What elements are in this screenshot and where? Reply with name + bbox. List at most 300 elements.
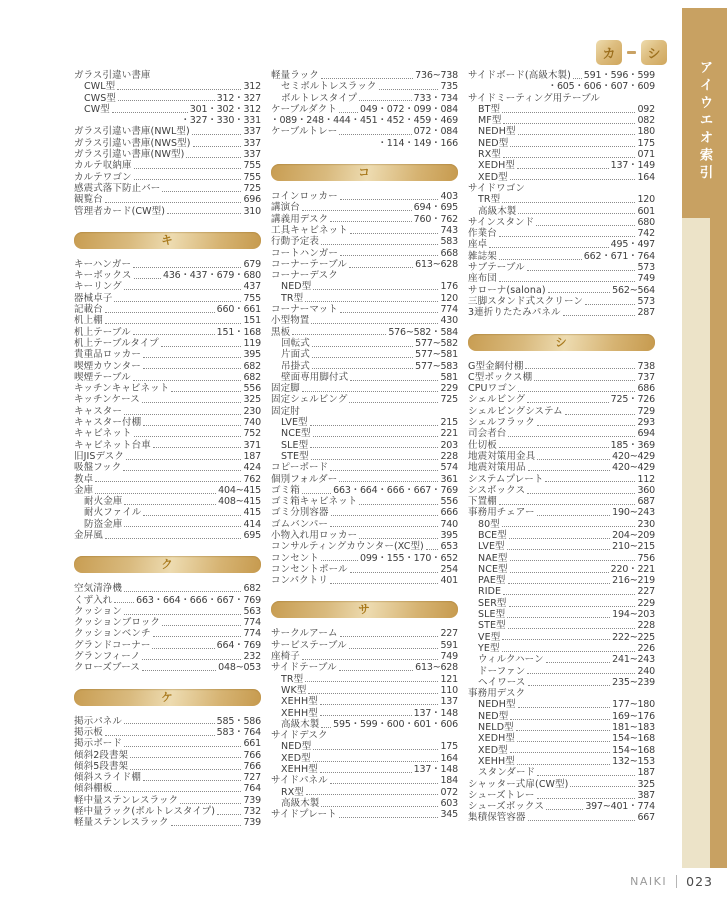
entry-pages: 581 [440,371,458,383]
index-entry [468,474,655,485]
index-entry [74,817,261,828]
dot-leader [534,380,635,381]
dot-leader [105,735,215,736]
dot-leader [510,146,635,147]
entry-pages: 120 [637,194,655,206]
entry-pages: 430 [440,315,458,327]
entry-pages: 229 [637,597,655,609]
index-entry [271,787,458,798]
dot-leader [321,560,358,561]
entry-pages: 755 [243,292,261,304]
dot-leader [359,538,438,539]
dot-leader [518,134,636,135]
dot-leader [192,134,242,135]
entry-label: キーボックス [74,270,132,282]
entry-label: シャッター式扉(CW型) [468,778,569,790]
entry-label: 軽中量ステンレスラック [74,794,179,806]
entry-pages: 663・664・666・667・769 [333,484,458,496]
index-entry [468,711,655,722]
entry-label: 傾斜2段書架 [74,749,129,761]
entry-pages: 736~738 [415,70,458,81]
entry-label: WK型 [281,684,307,696]
entry-label: 軽中量ラック(ボルトレスタイプ) [74,806,216,818]
section-label: シ [555,334,568,349]
entry-pages: 222~225 [612,631,655,643]
entry-label: 吸盤フック [74,462,122,474]
index-entry [468,115,655,126]
entry-label: くず入れ [74,594,113,606]
dot-leader [528,685,611,686]
index-entry [468,307,655,318]
dot-leader [321,806,438,807]
entry-pages: 742 [637,228,655,240]
dot-leader [105,323,242,324]
entry-pages: 226 [637,642,655,654]
entry-pages: 577~583 [415,360,458,372]
entry-label: 掲示パネル [74,715,123,727]
entry-pages: 682 [243,360,261,372]
index-entry [74,428,261,439]
index-entry [468,779,655,790]
dot-leader [331,515,439,516]
index-entry-continuation [271,138,458,149]
entry-label: 傾斜スライド棚 [74,772,141,784]
entry-label: XED型 [281,752,311,764]
entry-label: 講演台 [271,202,300,214]
entry-label: 高級木製 [281,718,320,730]
entry-pages: 774 [243,628,261,640]
entry-label: 傾斜棚板 [74,783,113,795]
index-entry [271,575,458,586]
index-entry [271,315,458,326]
entry-pages: 585・586 [216,715,261,727]
index-entry-continuation [74,115,261,126]
entry-label: 座椅子 [271,651,300,663]
dot-leader [330,526,439,527]
index-entry [468,428,655,439]
index-entry [468,251,655,262]
dot-leader [379,89,439,90]
entry-pages: 733・734 [413,92,458,104]
dot-leader [311,323,438,324]
entry-label: TR型 [281,292,304,304]
entry-pages: 662・671・764 [583,250,655,262]
index-entry [74,761,261,772]
entry-pages: 228 [440,450,458,462]
entry-label: ゴミ箱キャビネット [271,496,358,508]
index-entry [271,775,458,786]
dot-leader [359,504,438,505]
entry-pages: 151・168 [216,326,261,338]
dot-leader [193,146,242,147]
index-entry [74,372,261,383]
entry-label: 座卓 [468,239,488,251]
entry-pages: 591・596・599 [583,70,655,81]
entry-label: 机上テーブル [74,326,131,338]
kana-range-end[interactable]: シ [641,40,667,65]
index-entry [74,183,261,194]
entry-label: LVE型 [478,541,505,553]
index-entry [271,383,458,394]
entry-pages: 749 [440,651,458,663]
index-column [468,70,655,829]
dot-leader [537,775,635,776]
entry-pages: 185・369 [610,439,655,451]
index-entry [74,750,261,761]
dot-leader [527,673,635,674]
dot-leader [105,538,242,539]
dot-leader [114,301,241,302]
dot-leader [517,764,610,765]
entry-label: 傾斜5段書架 [74,760,129,772]
entry-label: XED型 [478,744,508,756]
side-index-tab[interactable] [682,8,727,868]
entry-pages: 573 [637,295,655,307]
index-entry [271,394,458,405]
entry-label: グランフィーノ [74,651,141,663]
dot-leader [312,346,413,347]
dot-leader [313,289,438,290]
index-entry-continuation [468,81,655,92]
index-entry [74,406,261,417]
entry-pages: 240 [637,665,655,677]
entry-label: キャビネット台車 [74,439,151,451]
entry-pages: 229 [440,383,458,395]
dot-leader [528,470,611,471]
entry-pages: 725・726 [610,394,655,406]
entry-pages: 132~153 [612,755,655,767]
entry-label: STE型 [281,450,309,462]
index-entry [468,361,655,372]
entry-label: NED型 [281,741,312,753]
entry-label: XEHH型 [281,707,318,719]
dot-leader [124,526,241,527]
entry-label: コンサルティングカウンター(XC型) [271,541,424,553]
index-entry [271,519,458,530]
entry-pages: 725 [243,182,261,194]
dot-leader [292,334,386,335]
index-entry [271,708,458,719]
entry-pages: 737 [637,371,655,383]
dot-leader [359,100,412,101]
entry-label: RIDE [478,586,502,598]
dot-leader [350,233,439,234]
entry-pages: 181~183 [612,722,655,734]
index-entry [271,191,458,202]
index-entry [74,138,261,149]
dot-leader [112,112,188,113]
entry-pages: 184 [440,775,458,787]
entry-label: C型ボックス棚 [468,371,533,383]
entry-pages: 121 [440,673,458,685]
dot-leader [570,786,635,787]
index-entry [271,764,458,775]
index-entry [271,809,458,820]
entry-label: 集積保管容器 [468,812,526,824]
index-entry [271,361,458,372]
entry-label: ゴミ分別容器 [271,507,329,519]
index-entry-continuation [271,115,458,126]
entry-pages: 137・149 [610,160,655,172]
entry-pages: 680 [637,216,655,228]
entry-pages: 180 [637,126,655,138]
entry-pages: 312 [243,81,261,93]
dot-leader [321,244,438,245]
entry-pages: 312・327 [216,92,261,104]
dot-leader [339,481,438,482]
entry-pages: 310 [243,205,261,217]
entry-pages: 436・437・679・680 [162,270,261,282]
entry-label: 教卓 [74,473,94,485]
dot-leader [153,447,242,448]
entry-label: 管理者カード(CW型) [74,205,166,217]
entry-pages: 194~203 [612,609,655,621]
index-entry [468,228,655,239]
entry-pages: 729 [637,405,655,417]
entry-pages: 137 [440,696,458,708]
index-entry [74,474,261,485]
index-entry [468,666,655,677]
entry-label: 喫煙テーブル [74,371,131,383]
section-label: キ [161,232,174,247]
entry-pages: 397~401・774 [585,801,655,813]
entry-label: NCE型 [281,428,311,440]
section-label: コ [358,165,371,180]
dot-leader [302,493,331,494]
dot-leader [517,741,610,742]
dot-leader [310,425,439,426]
index-entry [468,273,655,284]
entry-pages: 583・764 [216,726,261,738]
index-entry [74,806,261,817]
entry-label: サイドテーブル [271,662,337,674]
dot-leader [510,560,636,561]
index-entry [468,643,655,654]
dot-leader [499,504,636,505]
entry-pages: 287 [637,307,655,319]
index-entry [468,598,655,609]
entry-label: BCE型 [478,529,507,541]
entry-pages: 112 [637,473,655,485]
index-entry [74,361,261,372]
dot-leader [499,281,636,282]
entry-pages: 169~176 [612,710,655,722]
dot-leader [134,168,242,169]
index-entry [468,496,655,507]
entry-pages: 756 [637,552,655,564]
index-entry [468,699,655,710]
dot-leader [516,730,610,731]
index-entry [468,160,655,171]
section-label: ク [161,557,174,572]
section-header [74,232,261,249]
entry-label: 固定シェルビング [271,394,348,406]
dot-leader [130,769,241,770]
index-entry [468,70,655,81]
entry-pages: 774 [243,617,261,629]
entry-label: コーナーテーブル [271,258,347,270]
entry-pages: 387 [637,789,655,801]
dot-leader [133,380,242,381]
index-entry [74,451,261,462]
index-entry [74,93,261,104]
entry-label: VE型 [478,631,501,643]
kana-range-start[interactable]: カ [596,40,622,65]
dot-leader [130,757,241,758]
entry-label: ゴムバンパー [271,518,328,530]
dot-leader [133,334,215,335]
index-entry [468,632,655,643]
entry-pages: 221 [440,428,458,440]
index-entry [468,733,655,744]
entry-label: セミボルトレスラック [281,81,377,93]
dot-leader [162,625,241,626]
entry-label: 金屏風 [74,529,103,541]
entry-label: 黒板 [271,326,291,338]
entry-label: 高級木製 [478,205,517,217]
index-group-entry [271,730,458,741]
index-entry [468,194,655,205]
dot-leader [536,225,635,226]
entry-label: XEHH型 [478,755,515,767]
index-entry [74,394,261,405]
dot-leader [537,425,636,426]
entry-pages: 227 [637,586,655,598]
index-entry [468,745,655,756]
entry-pages: 401 [440,575,458,587]
index-entry [468,372,655,383]
entry-label: 個別フォルダー [271,473,338,485]
index-entry [468,394,655,405]
entry-pages: 345 [440,809,458,821]
entry-pages: 071 [637,149,655,161]
entry-pages: ・605・606・607・609 [547,81,655,93]
dot-leader [507,617,610,618]
entry-label: 高級木製 [281,797,320,809]
entry-pages: 696 [243,194,261,206]
index-entry [271,81,458,92]
index-entry [468,620,655,631]
index-entry [271,225,458,236]
index-entry [74,662,261,673]
entry-label: LVE型 [281,417,308,429]
entry-label: 掲示板 [74,726,103,738]
entry-pages: 301・302・312 [189,103,261,115]
entry-pages: 749 [637,273,655,285]
entry-label: シェルフラック [468,417,535,429]
entry-pages: 241~243 [612,654,655,666]
index-entry [74,595,261,606]
dot-leader [186,157,241,158]
dot-leader [153,636,242,637]
index-entry [74,440,261,451]
dot-leader [502,112,635,113]
dot-leader [537,515,611,516]
dot-leader [340,312,439,313]
entry-pages: 663・664・666・667・769 [136,594,261,606]
dot-leader [349,267,413,268]
dot-leader [340,636,439,637]
entry-label: カルテワゴン [74,171,132,183]
dot-leader [537,798,636,799]
entry-pages: 072・084 [413,126,458,138]
entry-label: ケーブルダクト [271,103,337,115]
index-entry [74,160,261,171]
entry-pages: 563 [243,605,261,617]
entry-label: クローズブース [74,662,140,674]
index-entry [271,417,458,428]
index-entry [271,741,458,752]
dot-leader [123,470,241,471]
index-entry [468,417,655,428]
index-column [271,70,458,829]
entry-pages: 203 [440,439,458,451]
entry-label: CWS型 [84,92,116,104]
entry-label: グランドコーナー [74,639,151,651]
index-entry [74,727,261,738]
index-entry [468,586,655,597]
dot-leader [508,436,635,437]
index-entry [271,462,458,473]
entry-label: ガラス引違い書庫 [74,70,151,81]
entry-label: NED型 [478,710,509,722]
entry-pages: 175 [440,741,458,753]
index-columns [74,70,657,829]
entry-pages: 743 [440,224,458,236]
dot-leader [349,648,439,649]
entry-label: サイドプレート [271,809,337,821]
entry-label: 講義用デスク [271,213,329,225]
index-entry [74,606,261,617]
entry-label: クッションベンチ [74,628,151,640]
dot-leader [510,572,609,573]
dot-leader [518,213,635,214]
entry-pages: 175 [637,137,655,149]
entry-label: SLE型 [478,609,506,621]
index-entry [271,70,458,81]
entry-label: サブテーブル [468,262,525,274]
entry-pages: 732 [243,806,261,818]
entry-label: サローナ(salona) [468,284,546,296]
entry-label: 工具キャビネット [271,224,348,236]
index-group-entry [468,688,655,699]
entry-label: サークルアーム [271,628,338,640]
entry-pages: 232 [243,651,261,663]
dot-leader [508,583,611,584]
entry-label: 記載台 [74,304,103,316]
entry-pages: 293 [637,417,655,429]
index-entry [271,553,458,564]
index-entry [468,609,655,620]
index-entry [74,783,261,794]
dot-leader [545,481,635,482]
dot-leader [124,504,216,505]
entry-pages: 660・661 [216,304,261,316]
entry-label: コインロッカー [271,191,338,203]
dot-leader [339,134,411,135]
entry-label: BT型 [478,103,501,115]
entry-label: 三脚スタンド式スクリーン [468,295,584,307]
entry-pages: 325 [637,778,655,790]
index-group-entry [468,93,655,104]
entry-label: キーハンガー [74,258,132,270]
entry-pages: 755 [243,160,261,172]
entry-label: サービステーブル [271,639,347,651]
entry-pages: 653 [440,541,458,553]
entry-pages: 595・599・600・601・606 [333,718,458,730]
page-number: 023 [686,874,713,889]
entry-label: シューズトレー [468,789,535,801]
